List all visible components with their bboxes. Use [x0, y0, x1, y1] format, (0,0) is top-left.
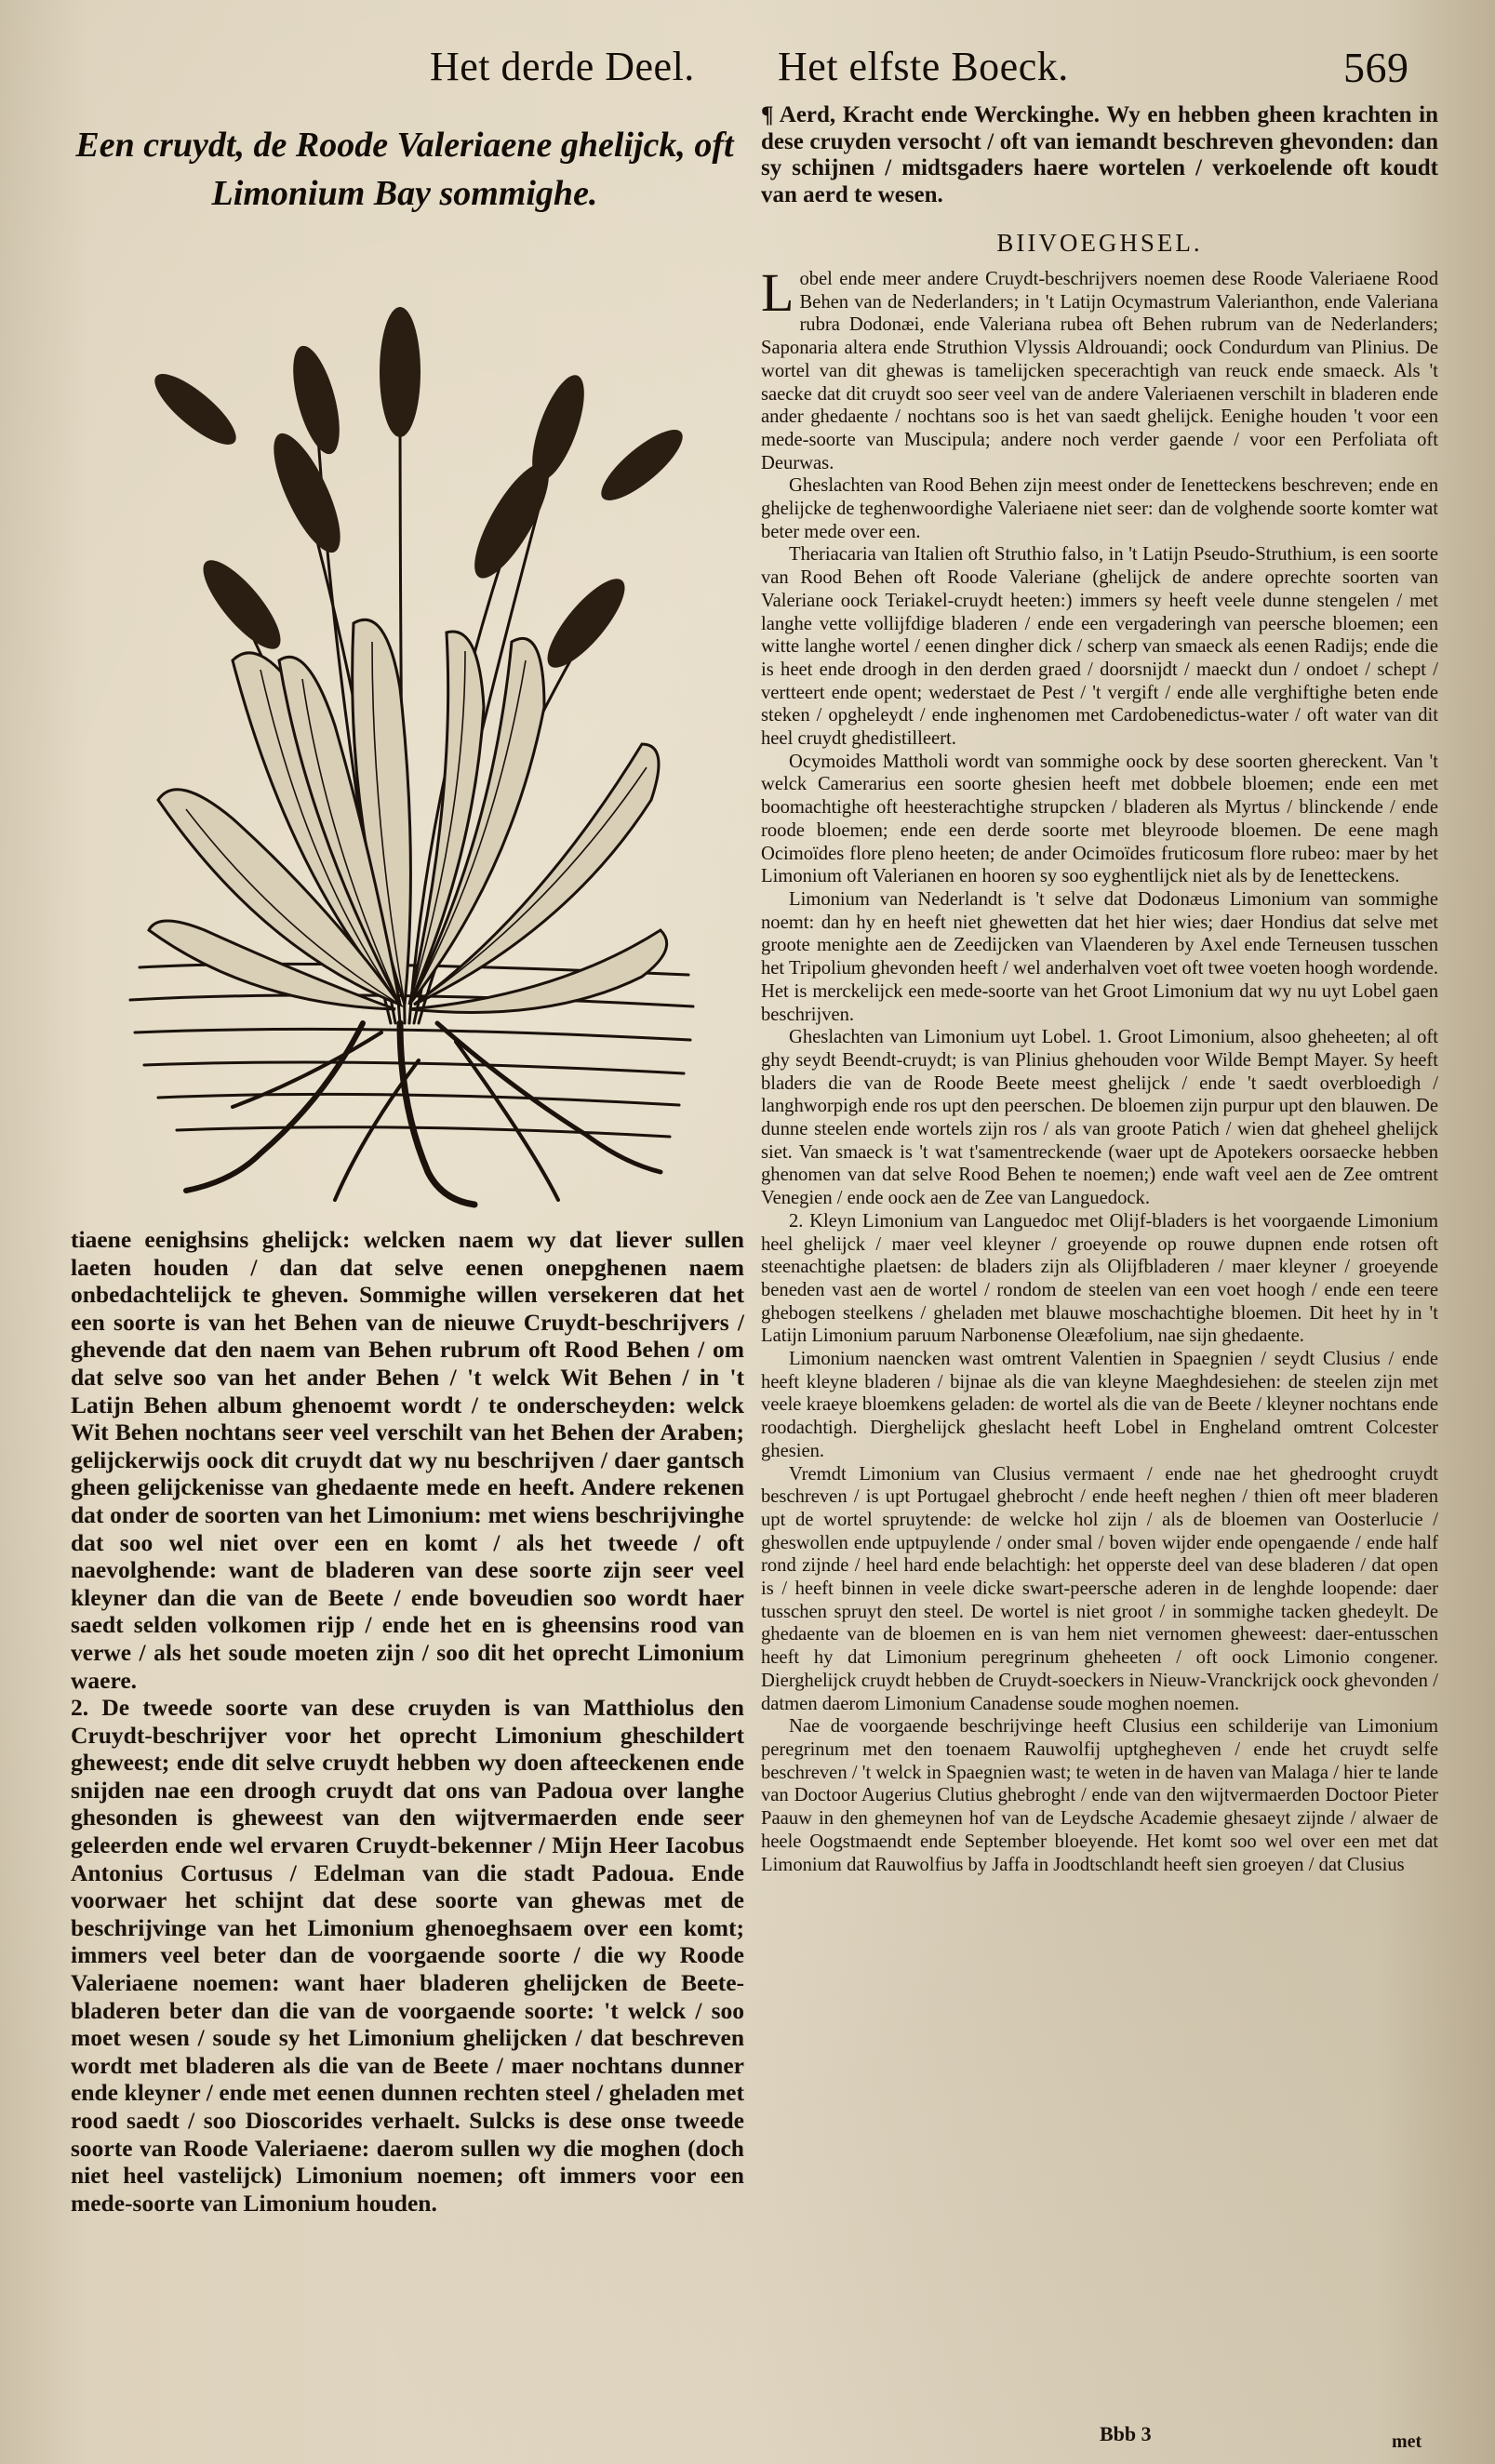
supplement-paragraph-5: Limonium van Nederlandt is 't selve dat Dodonæus Limonium van sommighe noemt: dan hy en heeft niet ghewetten dat het hier wies; daer Hondius dat selve met groote menighte aen de Zeedijcken van Vlaenderen by Axel ende Terneusen tusschen het Tripolium ghevonden heeft / wel anderhalven voet oft twee voeten hoogh wordende. Het is merckelijck een mede-soorte van het Groot Limonium dat wy nu uyt Lobel gaen beschrijven.	[761, 888, 1438, 1025]
running-head-part: Het derde Deel.	[430, 44, 695, 89]
supplement-paragraph-9: Vremdt Limonium van Clusius vermaent / ende nae het ghedrooght cruydt beschreven / is upt Portugael ghebrocht / ende heeft neghen / thien oft meer bladeren upt de wortel spruytende: de welcke hol zijn / als de bloemen van Oosterlucie / gheswollen ende uptpuylende / onder smal / boven wijder ende opengaende / ende half rond zijnde / heel hard ende belachtigh: het opperste deel van dese bladeren / dat open is / heeft binnen in veele dicke swart-peersche aderen in de lenghde loopende: daer tusschen spruyt den steel. De wortel is niet groot / in sommighe tacken ghedeylt. De ghedaente van de bloemen en is van hem niet vernomen gheweest: daer-entusschen heeft hy dat Limonium peregrinum gheheeten / oft oock Limonio congener. Dierghelijck cruydt hebben de Cruydt-soeckers in Nieuw-Vranckrijck oock ghevonden / datmen daerom Limonium Canadense soude moghen noemen.	[761, 1463, 1438, 1714]
running-head-book: Het elfste Boeck.	[778, 44, 1069, 89]
supplement-heading: BIIVOEGHSEL.	[996, 229, 1203, 257]
supplement-paragraph-3: Theriacaria van Italien oft Struthio falso, in 't Latijn Pseudo-Struthium, is een soorte van Rood Behen oft Roode Valeriane (ghelijck de andere oprechte soorten van Valeriane oock Teriakel-cruydt heeten:) immers sy heeft veele dunne stengelen / met langhe vette vollijfdige bladeren / ende een vergaderingh van peersche bloemen; een witte langhe wortel / eenen dingher dick / scherp van smaeck als eenen Radijs; ende die is heet ende droogh in den derden graed / doorsnijdt / maeckt dun / ondoet / schept / vertteert ende opent; wederstaet de Pest / 't vergift / ende alle verghiftighe beten ende steken / opgheleydt / ende inghenomen met Cardobenedictus-water / oft water van dit heel cruydt ghedistilleert.	[761, 544, 1438, 750]
supplement-paragraph-4: Ocymoides Mattholi wordt van sommighe oock by dese soorten ghereckent. Van 't welck Camerarius een soorte ghesien heeft met dobbele bloemen; ende een met boomachtighe oft heesterachtighe strupcken / bladeren als Myrtus / blinckende / ende roode bloemen; ende een derde soorte met bleyroode bloemen. De eene magh Ocimoïdes flore pleno heeten; de ander Ocimoïdes fruticosum flore rubeo: maer by het Limonium oft Valerianen en hooren sy soo eyghentlijck niet als by de Ienetteckens.	[761, 751, 1438, 887]
supplement-paragraph-7: 2. Kleyn Limonium van Languedoc met Olijf-bladers is het voorgaende Limonium heel ghelijck / maer veel kleyner / groeyende op rouwe dupnen ende rotsen oft steenachtighe plaetsen: de bladers zijn als Olijfbladeren / maer kleyner / groeyende beneden vast aen de wortel / rondom de steelen van een voet hoogh / ende een teere ghebogen steelkens / gheladen met blauwe moschachtighe bloemen. Dit heet hy in 't Latijn Limonium paruum Narbonense Oleæfolium, nae sijn ghedaente.	[761, 1210, 1438, 1347]
signature-mark: Bbb 3	[1100, 2422, 1152, 2445]
supplement-paragraph-10: Nae de voorgaende beschrijvinge heeft Clusius een schilderije van Limonium peregrinum met den toenaem Rauwolfij uptghegheven / ende het cruydt selfe beschreven / 't welck in Spaegnien wast; te weten in de haven van Malaga / hier te lande van Doctoor Augerius Clutius ghebroght / ende van den wijtvermaerden Doctoor Pieter Paauw in den ghemeynen hof van de Leydsche Academie ghesaeyt zijnde / alwaer de heele Oogstmaendt ende September bloeyende. Het komt soo wel over een met dat Limonium dat Rauwolfius by Jaffa in Joodtschlandt heeft sien groeyen / dat Clusius	[761, 1716, 1438, 1875]
page-number: 569	[1343, 44, 1409, 91]
supplement-text	[761, 262, 1438, 1876]
left-paragraph-2: 2. De tweede soorte van dese cruyden is van Matthiolus den Cruydt-beschrijver voor het oprecht Limonium gheschildert gheweest; ende dit selve cruydt hebben wy doen afteeckenen ende snijden nae een droogh cruydt dat ons van Padoua over langhe ghesonden is gheweest van den wijtvermaerden ende seer geleerden ende wel ervaren Cruydt-bekenner / Mijn Heer Iacobus Antonius Cortusus / Edelman van die stadt Padoua. Ende voorwaer het schijnt dat dese soorte van ghewas met de beschrijvinge van het Limonium ghenoeghsaem over een komt; immers veel beter dan de voorgaende soorte / die wy Roode Valeriaene noemen: want haer bladeren ghelijcken de Beete-bladeren beter dan die van de voorgaende soorte: 't welck / soo moet wesen / soude sy het Limonium ghelijcken / dat beschreven wordt met bladeren als die van de Beete / maer nochtans dunner ende kleyner / ende met eenen dunnen rechten steel / gheladen met rood saedt / soo Dioscorides verhaelt. Sulcks is dese onse tweede soorte van Roode Valeriaene: daerom sullen wy die moghen (doch niet heel vastelijck) Limonium noemen; oft immers voor een mede-soorte van Limonium houden.	[71, 1694, 744, 2217]
catchword: met	[1392, 2431, 1422, 2452]
drop-cap: L	[761, 262, 794, 323]
left-paragraph-1: tiaene eenighsins ghelijck: welcken naem wy dat liever sullen laeten houden / dan dat selve eenen onepghenen naem onbedachtelijck te gheven. Sommighe willen versekeren dat het een soorte is van het Behen van de nieuwe Cruydt-beschrijvers / ghevende dat den naem van Behen rubrum oft Rood Behen / om dat selve soo van het ander Behen / 't welck Wit Behen / in 't Latijn Behen album ghenoemt wordt / te onderscheyden: welck Wit Behen nochtans seer veel verschilt van het Behen der Araben; gelijckerwijs oock dit cruydt dat wy nu beschrijven / daer gantsch gheen gelijckenisse van ghedaente mede en heeft. Andere rekenen dat onder de soorten van het Limonium: met wiens beschrijvinghe dat soo wel niet over een en komt / als het tweede / oft naevolghende: want de bladeren van dese soorte zijn seer veel kleyner dan die van de Beete / ende boveudien soo wordt haer saedt selden volkomen rijp / ende het en is gheensins rood van verwe / als het soude moeten zijn / soo dit het oprecht Limonium waere.	[71, 1226, 744, 1694]
supplement-paragraph-8: Limonium naencken wast omtrent Valentien in Spaegnien / seydt Clusius / ende heeft kleyne bladeren / bijnae als die van kleyne Maeghdesiehen: de steelen zijn met veele kraeye bloemkens geladen: de wortel als die van de Beete / kleyner nochtans ende roodachtigh. Dierghelijck gheslacht heeft Lobel in Engheland omtrent Colcester ghesien.	[761, 1349, 1438, 1461]
supplement-paragraph-2: Gheslachten van Rood Behen zijn meest onder de Ienetteckens beschreven; ende en ghelijcke de teghenwoordighe Valeriaene niet seer: dan de volghende soorte komter wat beter mede over een.	[761, 475, 1438, 542]
left-column-text	[71, 1226, 744, 2217]
properties-paragraph: ¶ Aerd, Kracht ende Werckinghe. Wy en hebben gheen krachten in dese cruyden versocht / oft van iemandt beschreven ghevonden: dan sy schijnen / midtsgaders haere wortelen / verkoelende oft koudt van aerd te wesen.	[761, 102, 1438, 207]
plant-title: Een cruydt, de Roode Valeriaene ghelijck, oft Limonium Bay sommighe.	[75, 126, 734, 213]
supplement-paragraph-6: Gheslachten van Limonium uyt Lobel. 1. Groot Limonium, alsoo gheheeten; al oft ghy seydt Beendt-cruydt; is van Plinius ghehouden voor Wilde Bempt Mayer. Sy heeft bladers die van de Roode Beete meest ghelijck / ende 't saedt overbloedigh / langhworpigh ende ros upt den peerschen. De bloemen zijn purpur upt den blauwen. De dunne steelen ende wortels zijn ros / als van groote Patich / wien dat gheheel ghelijck siet. Van smaeck is 't wat t'samentreckende (waer upt de Apotekers oorsaecke hebben ghenomen van dat selve Rood Behen te noemen;) ende waft veel aen de Zee omtrent Venegien / ende oock aen de Zee van Languedock.	[761, 1027, 1438, 1209]
supplement-paragraph-1: Lobel ende meer andere Cruydt-beschrijvers noemen dese Roode Valeriaene Rood Behen van de Nederlanders; in 't Latijn Ocymastrum Valerianthon, ende Valeriana rubra Dodonæi, ende Valeriana rubea oft Behen rubrum van de Nederlanders; Saponaria altera ende Struthion Vlyssis Aldrouandi; oock Condurdum van Plinius. De wortel van dit ghewas is tamelijcken specerachtigh van reuck ende smaeck. Als 't saecke dat dit cruydt soo seer veel van de andere Valeriaenen verschilt in bladeren ende ander ghedaente / nochtans soo is het van saedt ghelijck. Eenighe houden 't voor een mede-soorte van Muscipula; andere noch verder gaende / voor een Perfoliata oft Deurwas.	[761, 262, 1438, 473]
woodcut-illustration	[121, 223, 698, 1209]
